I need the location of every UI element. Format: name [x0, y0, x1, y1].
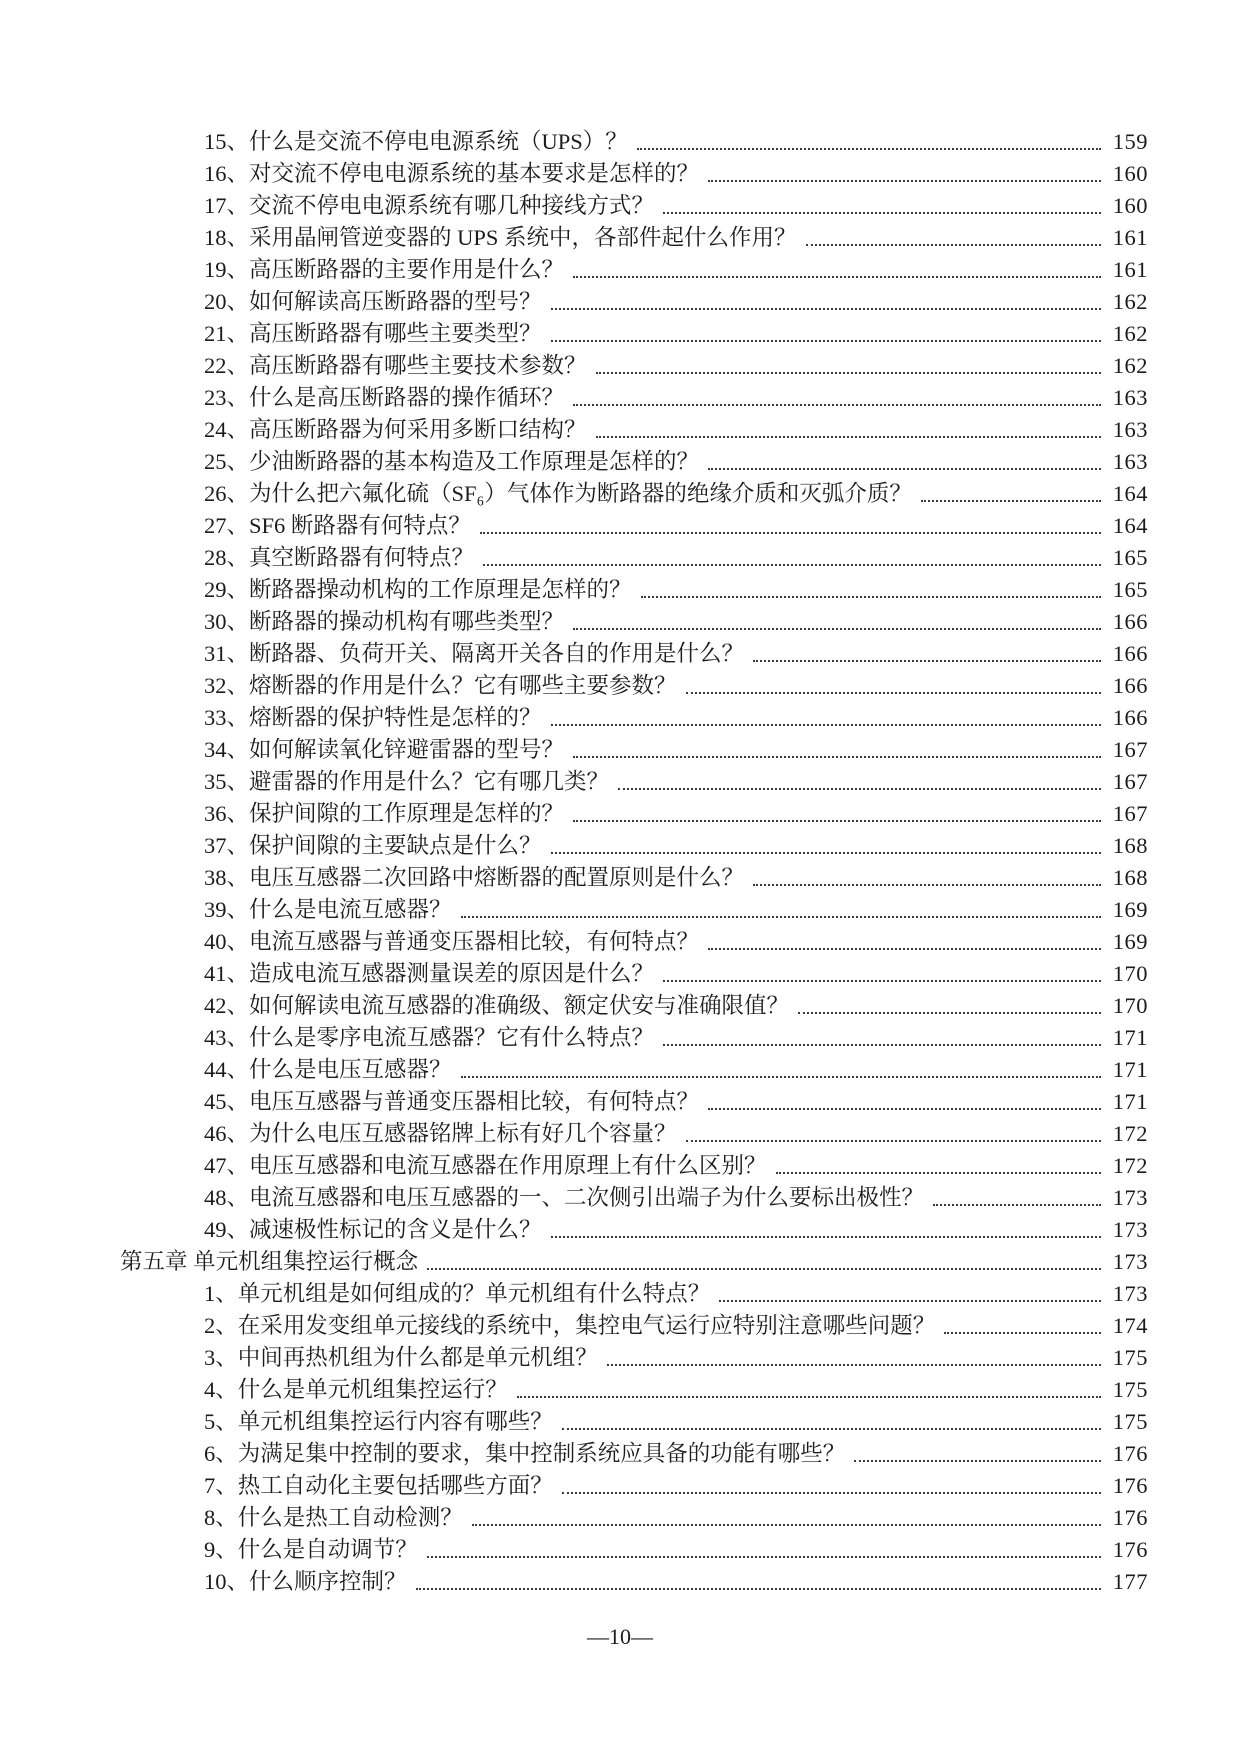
toc-entry-label: 6、为满足集中控制的要求，集中控制系统应具备的功能有哪些？ — [204, 1441, 846, 1466]
toc-entry-label: 48、电流互感器和电压互感器的一、二次侧引出端子为什么要标出极性？ — [204, 1185, 925, 1210]
toc-page-number: 160 — [1112, 193, 1148, 218]
toc-entry-label: 7、热工自动化主要包括哪些方面？ — [204, 1473, 553, 1498]
toc-leader-dots — [551, 852, 1101, 854]
toc-row[interactable] — [0, 414, 1240, 446]
toc-leader-dots — [663, 1044, 1101, 1046]
toc-leader-dots — [461, 1076, 1101, 1078]
toc-row[interactable] — [0, 542, 1240, 574]
toc-entry-label: 41、造成电流互感器测量误差的原因是什么？ — [204, 961, 655, 986]
toc-page-number: 176 — [1112, 1441, 1148, 1466]
toc-page-number: 164 — [1112, 513, 1148, 538]
toc-entry-label: 39、什么是电流互感器？ — [204, 897, 452, 922]
toc-entry-label: 49、减速极性标记的含义是什么？ — [204, 1217, 542, 1242]
toc-entry-label: 38、电压互感器二次回路中熔断器的配置原则是什么？ — [204, 865, 745, 890]
toc-entry-label: 25、少油断路器的基本构造及工作原理是怎样的？ — [204, 449, 700, 474]
toc-row[interactable] — [0, 670, 1240, 702]
toc-page-number: 174 — [1112, 1313, 1148, 1338]
toc-page-number: 162 — [1112, 321, 1148, 346]
toc-leader-dots — [641, 596, 1101, 598]
toc-page-number: 175 — [1112, 1409, 1148, 1434]
toc-row[interactable] — [0, 318, 1240, 350]
toc-page-number: 172 — [1112, 1121, 1148, 1146]
toc-entry-label: 20、如何解读高压断路器的型号？ — [204, 289, 542, 314]
toc-page-number: 171 — [1112, 1089, 1148, 1114]
toc-leader-dots — [708, 1108, 1101, 1110]
toc-leader-dots — [618, 788, 1101, 790]
toc-row[interactable] — [0, 638, 1240, 670]
toc-leader-dots — [551, 724, 1101, 726]
toc-page-number: 173 — [1112, 1185, 1148, 1210]
toc-leader-dots — [798, 1012, 1101, 1014]
toc-row[interactable] — [0, 382, 1240, 414]
toc-row[interactable] — [0, 766, 1240, 798]
toc-entry-label: 8、什么是热工自动检测？ — [204, 1505, 463, 1530]
toc-page-number: 175 — [1112, 1377, 1148, 1402]
toc-entry-label: 16、对交流不停电电源系统的基本要求是怎样的？ — [204, 161, 700, 186]
toc-row[interactable] — [0, 1406, 1240, 1438]
toc-page-number: 167 — [1112, 737, 1148, 762]
toc-leader-dots — [596, 372, 1101, 374]
toc-leader-dots — [551, 340, 1101, 342]
toc-entry-label: 47、电压互感器和电流互感器在作用原理上有什么区别？ — [204, 1153, 767, 1178]
toc-leader-dots — [708, 180, 1101, 182]
toc-page-number: 166 — [1112, 705, 1148, 730]
toc-leader-dots — [562, 1428, 1101, 1430]
toc-leader-dots — [933, 1204, 1101, 1206]
toc-page-number: 173 — [1112, 1281, 1148, 1306]
toc-row[interactable] — [0, 1342, 1240, 1374]
toc-entry-label: 9、什么是自动调节？ — [204, 1537, 418, 1562]
toc-entry-label: 22、高压断路器有哪些主要技术参数？ — [204, 353, 587, 378]
toc-entry-label: 1、单元机组是如何组成的？单元机组有什么特点？ — [204, 1281, 711, 1306]
toc-page-number: 175 — [1112, 1345, 1148, 1370]
toc-page-number: 176 — [1112, 1473, 1148, 1498]
toc-page-number: 162 — [1112, 289, 1148, 314]
toc-leader-dots — [517, 1396, 1101, 1398]
toc-page-number: 177 — [1112, 1569, 1148, 1594]
toc-leader-dots — [663, 212, 1101, 214]
toc-page-number: 169 — [1112, 929, 1148, 954]
toc-page-number: 166 — [1112, 673, 1148, 698]
toc-row[interactable] — [0, 126, 1240, 158]
toc-page-number: 173 — [1112, 1249, 1148, 1274]
toc-page-number: 163 — [1112, 385, 1148, 410]
toc-row[interactable] — [0, 158, 1240, 190]
toc-page-number: 169 — [1112, 897, 1148, 922]
toc — [0, 126, 1240, 1598]
toc-page-number: 176 — [1112, 1505, 1148, 1530]
toc-page-number: 170 — [1112, 961, 1148, 986]
toc-leader-dots — [719, 1300, 1101, 1302]
toc-leader-dots — [708, 468, 1101, 470]
toc-page-number: 165 — [1112, 577, 1148, 602]
toc-entry-label: 45、电压互感器与普通变压器相比较，有何特点？ — [204, 1089, 700, 1114]
toc-page-number: 168 — [1112, 833, 1148, 858]
toc-entry-label: 36、保护间隙的工作原理是怎样的？ — [204, 801, 565, 826]
toc-row[interactable] — [0, 862, 1240, 894]
toc-leader-dots — [637, 148, 1101, 150]
toc-row[interactable] — [0, 1118, 1240, 1150]
toc-leader-dots — [427, 1556, 1101, 1558]
toc-row[interactable] — [0, 190, 1240, 222]
toc-leader-dots — [607, 1364, 1101, 1366]
toc-entry-label: 40、电流互感器与普通变压器相比较，有何特点？ — [204, 929, 700, 954]
toc-entry-label: 18、采用晶闸管逆变器的 UPS 系统中，各部件起什么作用？ — [204, 225, 797, 250]
toc-entry-label: 44、什么是电压互感器？ — [204, 1057, 452, 1082]
toc-leader-dots — [573, 628, 1101, 630]
toc-entry-label: 29、断路器操动机构的工作原理是怎样的？ — [204, 577, 632, 602]
toc-row[interactable] — [0, 1470, 1240, 1502]
toc-leader-dots — [921, 500, 1101, 502]
toc-leader-dots — [686, 692, 1101, 694]
toc-entry-label: 28、真空断路器有何特点？ — [204, 545, 475, 570]
toc-leader-dots — [573, 756, 1101, 758]
toc-entry-label: 32、熔断器的作用是什么？它有哪些主要参数？ — [204, 673, 677, 698]
toc-entry-label: 第五章 单元机组集控运行概念 — [120, 1249, 419, 1274]
toc-entry-label: 43、什么是零序电流互感器？它有什么特点？ — [204, 1025, 655, 1050]
toc-leader-dots — [663, 980, 1101, 982]
toc-page-number: 170 — [1112, 993, 1148, 1018]
toc-page-number: 166 — [1112, 609, 1148, 634]
toc-leader-dots — [483, 564, 1101, 566]
toc-leader-dots — [461, 916, 1101, 918]
toc-page-number: 165 — [1112, 545, 1148, 570]
toc-entry-label: 30、断路器的操动机构有哪些类型？ — [204, 609, 565, 634]
toc-entry-label: 5、单元机组集控运行内容有哪些？ — [204, 1409, 553, 1434]
toc-row[interactable] — [0, 446, 1240, 478]
toc-entry-label: 34、如何解读氧化锌避雷器的型号？ — [204, 737, 565, 762]
toc-entry-label: 15、什么是交流不停电电源系统（UPS）？ — [204, 129, 628, 154]
toc-row[interactable] — [0, 254, 1240, 286]
toc-row[interactable] — [0, 1566, 1240, 1598]
toc-row[interactable] — [0, 702, 1240, 734]
toc-entry-label: 23、什么是高压断路器的操作循环？ — [204, 385, 565, 410]
toc-page-number: 168 — [1112, 865, 1148, 890]
toc-entry-label: 27、SF6 断路器有何特点？ — [204, 513, 471, 538]
toc-row[interactable] — [0, 1374, 1240, 1406]
toc-entry-label: 24、高压断路器为何采用多断口结构？ — [204, 417, 587, 442]
toc-leader-dots — [753, 660, 1101, 662]
toc-page-number: 163 — [1112, 417, 1148, 442]
toc-leader-dots — [427, 1268, 1101, 1270]
toc-leader-dots — [416, 1588, 1101, 1590]
toc-row[interactable] — [0, 734, 1240, 766]
toc-leader-dots — [776, 1172, 1101, 1174]
toc-row[interactable] — [0, 1054, 1240, 1086]
toc-entry-label: 2、在采用发变组单元接线的系统中，集控电气运行应特别注意哪些问题？ — [204, 1313, 936, 1338]
toc-entry-label: 4、什么是单元机组集控运行？ — [204, 1377, 508, 1402]
toc-row[interactable] — [0, 574, 1240, 606]
toc-row[interactable] — [0, 510, 1240, 542]
toc-page-number: 167 — [1112, 801, 1148, 826]
toc-entry-label: 21、高压断路器有哪些主要类型？ — [204, 321, 542, 346]
toc-leader-dots — [562, 1492, 1101, 1494]
toc-row[interactable] — [0, 1438, 1240, 1470]
toc-page-number: 171 — [1112, 1057, 1148, 1082]
toc-entry-label: 37、保护间隙的主要缺点是什么？ — [204, 833, 542, 858]
toc-entry-label: 31、断路器、负荷开关、隔离开关各自的作用是什么？ — [204, 641, 745, 666]
toc-leader-dots — [596, 436, 1101, 438]
toc-page-number: 159 — [1112, 129, 1148, 154]
toc-leader-dots — [573, 404, 1101, 406]
toc-row[interactable] — [0, 1534, 1240, 1566]
toc-row[interactable] — [0, 990, 1240, 1022]
toc-page-number: 164 — [1112, 481, 1148, 506]
toc-entry-label: 33、熔断器的保护特性是怎样的？ — [204, 705, 542, 730]
toc-row[interactable] — [0, 958, 1240, 990]
toc-page-number: 160 — [1112, 161, 1148, 186]
toc-page-number: 167 — [1112, 769, 1148, 794]
toc-row[interactable] — [0, 1278, 1240, 1310]
toc-page-number: 163 — [1112, 449, 1148, 474]
toc-row[interactable] — [0, 1086, 1240, 1118]
toc-leader-dots — [686, 1140, 1101, 1142]
toc-row[interactable] — [0, 1150, 1240, 1182]
toc-row[interactable] — [0, 222, 1240, 254]
toc-entry-label: 35、避雷器的作用是什么？它有哪几类？ — [204, 769, 610, 794]
toc-row[interactable] — [0, 286, 1240, 318]
toc-page-number: 176 — [1112, 1537, 1148, 1562]
toc-row[interactable] — [0, 1246, 1240, 1278]
toc-page-number: 161 — [1112, 257, 1148, 282]
toc-row[interactable] — [0, 926, 1240, 958]
toc-row[interactable] — [0, 478, 1240, 510]
toc-entry-label: 19、高压断路器的主要作用是什么？ — [204, 257, 565, 282]
toc-row[interactable] — [0, 894, 1240, 926]
toc-entry-label: 42、如何解读电流互感器的准确级、额定伏安与准确限值？ — [204, 993, 790, 1018]
toc-leader-dots — [753, 884, 1101, 886]
toc-leader-dots — [944, 1332, 1101, 1334]
toc-row[interactable] — [0, 1310, 1240, 1342]
toc-page-number: 172 — [1112, 1153, 1148, 1178]
toc-entry-label: 17、交流不停电电源系统有哪几种接线方式？ — [204, 193, 655, 218]
toc-leader-dots — [573, 276, 1101, 278]
toc-row[interactable] — [0, 830, 1240, 862]
toc-entry-label: 46、为什么电压互感器铭牌上标有好几个容量？ — [204, 1121, 677, 1146]
toc-row[interactable] — [0, 798, 1240, 830]
toc-entry-label: 26、为什么把六氟化硫（SF₆）气体作为断路器的绝缘介质和灭弧介质？ — [204, 481, 912, 506]
toc-page-number: 162 — [1112, 353, 1148, 378]
toc-leader-dots — [573, 820, 1101, 822]
toc-row[interactable] — [0, 606, 1240, 638]
toc-leader-dots — [806, 244, 1101, 246]
toc-page-number: 161 — [1112, 225, 1148, 250]
toc-entry-label: 10、什么顺序控制？ — [204, 1569, 407, 1594]
toc-leader-dots — [551, 308, 1101, 310]
toc-leader-dots — [854, 1460, 1101, 1462]
toc-leader-dots — [708, 948, 1101, 950]
toc-entry-label: 3、中间再热机组为什么都是单元机组？ — [204, 1345, 598, 1370]
page-footer-number: —10— — [587, 1624, 653, 1649]
toc-row[interactable] — [0, 350, 1240, 382]
toc-row[interactable] — [0, 1214, 1240, 1246]
toc-page-number: 173 — [1112, 1217, 1148, 1242]
toc-page-number: 171 — [1112, 1025, 1148, 1050]
toc-page-number: 166 — [1112, 641, 1148, 666]
toc-leader-dots — [472, 1524, 1101, 1526]
toc-row[interactable] — [0, 1502, 1240, 1534]
toc-leader-dots — [480, 532, 1101, 534]
toc-leader-dots — [551, 1236, 1101, 1238]
toc-row[interactable] — [0, 1022, 1240, 1054]
toc-row[interactable] — [0, 1182, 1240, 1214]
